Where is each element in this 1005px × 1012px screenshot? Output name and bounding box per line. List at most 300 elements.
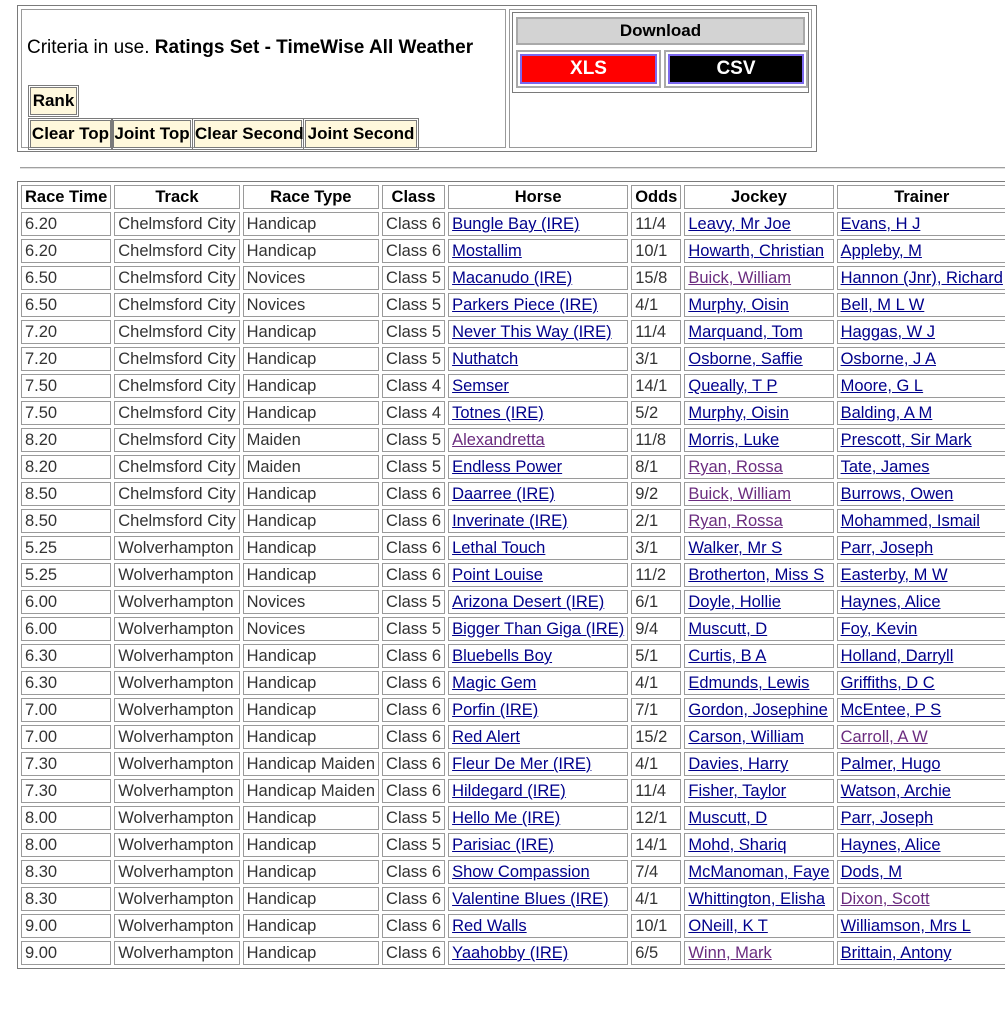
horse-link[interactable]: Yaahobby (IRE) xyxy=(452,944,569,962)
odds-cell: 12/1 xyxy=(631,806,681,830)
jockey-link[interactable]: Walker, Mr S xyxy=(688,539,783,557)
odds-cell: 3/1 xyxy=(631,536,681,560)
table-row xyxy=(21,563,1005,587)
trainer-cell xyxy=(837,401,1005,425)
xls-download-button[interactable]: XLS xyxy=(520,54,657,84)
trainer-link[interactable]: Dods, M xyxy=(840,863,903,881)
odds-cell: 11/8 xyxy=(631,428,681,452)
table-row xyxy=(21,293,1005,317)
race-type-cell: Handicap xyxy=(243,509,379,533)
trainer-link[interactable]: McEntee, P S xyxy=(840,701,942,719)
trainer-cell xyxy=(837,239,1005,263)
horse-link[interactable]: Endless Power xyxy=(452,458,563,476)
jockey-link[interactable]: Ryan, Rossa xyxy=(688,458,783,476)
trainer-link[interactable]: Williamson, Mrs L xyxy=(840,917,971,935)
trainer-link[interactable]: Palmer, Hugo xyxy=(840,755,941,773)
table-row xyxy=(21,401,1005,425)
race-time-cell: 5.25 xyxy=(21,563,111,587)
jockey-cell xyxy=(684,752,833,776)
jockey-cell xyxy=(684,725,833,749)
trainer-link[interactable]: Parr, Joseph xyxy=(840,809,934,827)
trainer-link[interactable]: Easterby, M W xyxy=(840,566,948,584)
race-time-cell: 8.30 xyxy=(21,860,111,884)
odds-cell: 15/2 xyxy=(631,725,681,749)
track-cell: Wolverhampton xyxy=(114,941,239,965)
clear-top-button[interactable]: Clear Top xyxy=(30,120,111,148)
trainer-link[interactable]: Appleby, M xyxy=(840,242,922,260)
horse-cell xyxy=(448,752,628,776)
horse-link[interactable]: Bluebells Boy xyxy=(452,647,553,665)
rank-button[interactable]: Rank xyxy=(30,87,77,115)
horse-link[interactable]: Nuthatch xyxy=(452,350,519,368)
track-cell: Chelmsford City xyxy=(114,239,239,263)
joint-second-button[interactable]: Joint Second xyxy=(305,120,417,148)
horse-cell xyxy=(448,698,628,722)
jockey-link[interactable]: Buick, William xyxy=(688,269,792,287)
trainer-cell xyxy=(837,212,1005,236)
odds-cell: 8/1 xyxy=(631,455,681,479)
odds-cell: 7/1 xyxy=(631,698,681,722)
race-time-cell: 6.50 xyxy=(21,266,111,290)
horse-cell xyxy=(448,725,628,749)
trainer-link[interactable]: Balding, A M xyxy=(840,404,933,422)
race-time-cell: 7.50 xyxy=(21,374,111,398)
class-cell: Class 5 xyxy=(382,320,445,344)
trainer-link[interactable]: Burrows, Owen xyxy=(840,485,954,503)
table-row xyxy=(21,482,1005,506)
trainer-link[interactable]: Mohammed, Ismail xyxy=(840,512,980,530)
odds-cell: 4/1 xyxy=(631,887,681,911)
race-type-cell: Handicap xyxy=(243,401,379,425)
jockey-cell xyxy=(684,428,833,452)
jockey-cell xyxy=(684,833,833,857)
class-cell: Class 6 xyxy=(382,887,445,911)
race-time-cell: 8.20 xyxy=(21,428,111,452)
track-cell: Wolverhampton xyxy=(114,671,239,695)
trainer-link[interactable]: Hannon (Jnr), Richard xyxy=(840,269,1003,287)
trainer-link[interactable]: Watson, Archie xyxy=(840,782,951,800)
table-row xyxy=(21,266,1005,290)
horse-cell xyxy=(448,563,628,587)
header-race-time: Race Time xyxy=(21,185,111,209)
jockey-cell xyxy=(684,887,833,911)
xls-box xyxy=(516,50,661,88)
trainer-cell xyxy=(837,617,1005,641)
class-cell: Class 6 xyxy=(382,725,445,749)
odds-cell: 5/1 xyxy=(631,644,681,668)
odds-cell: 9/4 xyxy=(631,617,681,641)
jockey-cell xyxy=(684,239,833,263)
table-row xyxy=(21,536,1005,560)
horse-cell xyxy=(448,455,628,479)
jockey-cell xyxy=(684,320,833,344)
race-time-cell: 9.00 xyxy=(21,941,111,965)
trainer-link[interactable]: Osborne, J A xyxy=(840,350,936,368)
jockey-link[interactable]: Whittington, Elisha xyxy=(688,890,826,908)
jockey-cell xyxy=(684,482,833,506)
joint-top-button[interactable]: Joint Top xyxy=(113,120,191,148)
horse-cell xyxy=(448,401,628,425)
jockey-link[interactable]: Leavy, Mr Joe xyxy=(688,215,791,233)
trainer-link[interactable]: Haggas, W J xyxy=(840,323,936,341)
criteria-prefix: Criteria in use. xyxy=(27,37,150,58)
jockey-cell xyxy=(684,455,833,479)
jockey-link[interactable]: Curtis, B A xyxy=(688,647,767,665)
table-row xyxy=(21,914,1005,938)
jockey-cell xyxy=(684,617,833,641)
trainer-cell xyxy=(837,941,1005,965)
track-cell: Wolverhampton xyxy=(114,914,239,938)
jockey-link[interactable]: Mohd, Shariq xyxy=(688,836,787,854)
header-horse: Horse xyxy=(448,185,628,209)
trainer-cell xyxy=(837,428,1005,452)
table-row xyxy=(21,779,1005,803)
horse-link[interactable]: Semser xyxy=(452,377,509,395)
clear-second-button[interactable]: Clear Second xyxy=(194,120,302,148)
race-time-cell: 8.30 xyxy=(21,887,111,911)
jockey-link[interactable]: Murphy, Oisin xyxy=(688,296,789,314)
download-panel xyxy=(512,12,809,93)
odds-cell: 6/1 xyxy=(631,590,681,614)
trainer-cell xyxy=(837,374,1005,398)
race-type-cell: Handicap xyxy=(243,833,379,857)
jockey-cell xyxy=(684,347,833,371)
trainer-link[interactable]: Prescott, Sir Mark xyxy=(840,431,972,449)
horse-link[interactable]: Inverinate (IRE) xyxy=(452,512,568,530)
jockey-link[interactable]: Fisher, Taylor xyxy=(688,782,787,800)
class-cell: Class 6 xyxy=(382,671,445,695)
odds-cell: 3/1 xyxy=(631,347,681,371)
table-row xyxy=(21,860,1005,884)
track-cell: Wolverhampton xyxy=(114,563,239,587)
trainer-cell xyxy=(837,644,1005,668)
track-cell: Chelmsford City xyxy=(114,266,239,290)
race-type-cell: Handicap Maiden xyxy=(243,752,379,776)
horse-cell xyxy=(448,212,628,236)
horse-link[interactable]: Mostallim xyxy=(452,242,522,260)
trainer-link[interactable]: Griffiths, D C xyxy=(840,674,935,692)
class-cell: Class 6 xyxy=(382,644,445,668)
horse-link[interactable]: Bigger Than Giga (IRE) xyxy=(452,620,625,638)
horse-link[interactable]: Never This Way (IRE) xyxy=(452,323,612,341)
race-type-cell: Handicap xyxy=(243,698,379,722)
race-type-cell: Handicap xyxy=(243,374,379,398)
race-type-cell: Handicap xyxy=(243,347,379,371)
header-jockey: Jockey xyxy=(684,185,833,209)
horse-cell xyxy=(448,779,628,803)
header-trainer: Trainer xyxy=(837,185,1005,209)
race-type-cell: Novices xyxy=(243,617,379,641)
horse-cell xyxy=(448,590,628,614)
race-time-cell: 8.50 xyxy=(21,482,111,506)
race-type-cell: Handicap xyxy=(243,320,379,344)
download-cell xyxy=(509,9,812,148)
race-type-cell: Novices xyxy=(243,293,379,317)
horse-link[interactable]: Point Louise xyxy=(452,566,543,584)
trainer-cell xyxy=(837,779,1005,803)
trainer-link[interactable]: Holland, Darryll xyxy=(840,647,954,665)
class-cell: Class 5 xyxy=(382,833,445,857)
table-row xyxy=(21,833,1005,857)
track-cell: Chelmsford City xyxy=(114,401,239,425)
table-row xyxy=(21,644,1005,668)
track-cell: Chelmsford City xyxy=(114,509,239,533)
jockey-link[interactable]: Winn, Mark xyxy=(688,944,772,962)
horse-cell xyxy=(448,428,628,452)
race-time-cell: 7.00 xyxy=(21,698,111,722)
race-time-cell: 6.20 xyxy=(21,239,111,263)
jockey-link[interactable]: Morris, Luke xyxy=(688,431,780,449)
table-row xyxy=(21,320,1005,344)
horse-link[interactable]: Show Compassion xyxy=(452,863,590,881)
horse-link[interactable]: Fleur De Mer (IRE) xyxy=(452,755,592,773)
track-cell: Chelmsford City xyxy=(114,428,239,452)
trainer-cell xyxy=(837,536,1005,560)
trainer-cell xyxy=(837,860,1005,884)
horse-link[interactable]: Alexandretta xyxy=(452,431,545,449)
trainer-link[interactable]: Evans, H J xyxy=(840,215,921,233)
race-time-cell: 9.00 xyxy=(21,914,111,938)
horse-cell xyxy=(448,617,628,641)
race-type-cell: Handicap xyxy=(243,806,379,830)
header-row xyxy=(21,185,1005,209)
race-type-cell: Handicap xyxy=(243,860,379,884)
trainer-link[interactable]: Tate, James xyxy=(840,458,930,476)
trainer-link[interactable]: Foy, Kevin xyxy=(840,620,918,638)
jockey-link[interactable]: Marquand, Tom xyxy=(688,323,803,341)
horse-link[interactable]: Red Alert xyxy=(452,728,520,746)
horse-link[interactable]: Lethal Touch xyxy=(452,539,546,557)
horse-link[interactable]: Macanudo (IRE) xyxy=(452,269,573,287)
class-cell: Class 6 xyxy=(382,914,445,938)
horse-cell xyxy=(448,374,628,398)
table-row xyxy=(21,887,1005,911)
race-time-cell: 8.00 xyxy=(21,806,111,830)
jockey-cell xyxy=(684,590,833,614)
jockey-link[interactable]: Queally, T P xyxy=(688,377,778,395)
trainer-link[interactable]: Brittain, Antony xyxy=(840,944,952,962)
trainer-cell xyxy=(837,914,1005,938)
horse-cell xyxy=(448,266,628,290)
jockey-link[interactable]: Carson, William xyxy=(688,728,804,746)
header-race-type: Race Type xyxy=(243,185,379,209)
trainer-link[interactable]: Carroll, A W xyxy=(840,728,928,746)
race-type-cell: Novices xyxy=(243,266,379,290)
class-cell: Class 5 xyxy=(382,266,445,290)
table-row xyxy=(21,617,1005,641)
jockey-cell xyxy=(684,509,833,533)
table-row xyxy=(21,212,1005,236)
horse-link[interactable]: Hello Me (IRE) xyxy=(452,809,561,827)
table-row xyxy=(21,752,1005,776)
jockey-cell xyxy=(684,779,833,803)
jockey-link[interactable]: Davies, Harry xyxy=(688,755,789,773)
track-cell: Chelmsford City xyxy=(114,212,239,236)
jockey-cell xyxy=(684,536,833,560)
trainer-cell xyxy=(837,752,1005,776)
trainer-cell xyxy=(837,887,1005,911)
jockey-cell xyxy=(684,212,833,236)
class-cell: Class 6 xyxy=(382,536,445,560)
odds-cell: 2/1 xyxy=(631,509,681,533)
class-cell: Class 5 xyxy=(382,428,445,452)
horse-link[interactable]: Hildegard (IRE) xyxy=(452,782,566,800)
track-cell: Chelmsford City xyxy=(114,455,239,479)
race-time-cell: 8.20 xyxy=(21,455,111,479)
class-cell: Class 6 xyxy=(382,752,445,776)
header-odds: Odds xyxy=(631,185,681,209)
horse-link[interactable]: Daarree (IRE) xyxy=(452,485,555,503)
horse-cell xyxy=(448,887,628,911)
jockey-link[interactable]: Buick, William xyxy=(688,485,792,503)
horse-cell xyxy=(448,860,628,884)
csv-box xyxy=(664,50,808,88)
class-cell: Class 6 xyxy=(382,509,445,533)
track-cell: Wolverhampton xyxy=(114,833,239,857)
odds-cell: 4/1 xyxy=(631,671,681,695)
horse-link[interactable]: Red Walls xyxy=(452,917,527,935)
class-cell: Class 5 xyxy=(382,590,445,614)
race-time-cell: 6.50 xyxy=(21,293,111,317)
csv-download-button[interactable]: CSV xyxy=(668,54,804,84)
trainer-link[interactable]: Moore, G L xyxy=(840,377,924,395)
class-cell: Class 4 xyxy=(382,374,445,398)
table-row xyxy=(21,698,1005,722)
trainer-cell xyxy=(837,482,1005,506)
odds-cell: 11/4 xyxy=(631,212,681,236)
jockey-link[interactable]: Ryan, Rossa xyxy=(688,512,783,530)
horse-link[interactable]: Totnes (IRE) xyxy=(452,404,544,422)
jockey-cell xyxy=(684,671,833,695)
race-time-cell: 6.20 xyxy=(21,212,111,236)
joint-second-box xyxy=(303,118,419,150)
table-row xyxy=(21,428,1005,452)
race-time-cell: 6.30 xyxy=(21,644,111,668)
track-cell: Chelmsford City xyxy=(114,320,239,344)
class-cell: Class 6 xyxy=(382,698,445,722)
download-title: Download xyxy=(516,17,805,45)
track-cell: Wolverhampton xyxy=(114,617,239,641)
header-track: Track xyxy=(114,185,239,209)
table-row xyxy=(21,806,1005,830)
criteria-text xyxy=(27,37,473,59)
table-row xyxy=(21,725,1005,749)
jockey-link[interactable]: Howarth, Christian xyxy=(688,242,825,260)
horse-link[interactable]: Porfin (IRE) xyxy=(452,701,539,719)
trainer-link[interactable]: Parr, Joseph xyxy=(840,539,934,557)
horse-link[interactable]: Valentine Blues (IRE) xyxy=(452,890,609,908)
jockey-link[interactable]: Brotherton, Miss S xyxy=(688,566,825,584)
horse-cell xyxy=(448,509,628,533)
horse-link[interactable]: Parisiac (IRE) xyxy=(452,836,554,854)
race-time-cell: 8.00 xyxy=(21,833,111,857)
clear-second-box xyxy=(192,118,304,150)
class-cell: Class 6 xyxy=(382,779,445,803)
odds-cell: 11/4 xyxy=(631,779,681,803)
jockey-cell xyxy=(684,374,833,398)
jockey-cell xyxy=(684,644,833,668)
race-type-cell: Handicap xyxy=(243,239,379,263)
class-cell: Class 5 xyxy=(382,347,445,371)
race-time-cell: 7.20 xyxy=(21,347,111,371)
clear-top-box xyxy=(28,118,113,150)
race-type-cell: Handicap xyxy=(243,536,379,560)
race-time-cell: 6.00 xyxy=(21,590,111,614)
odds-cell: 9/2 xyxy=(631,482,681,506)
horse-link[interactable]: Bungle Bay (IRE) xyxy=(452,215,580,233)
odds-cell: 6/5 xyxy=(631,941,681,965)
track-cell: Wolverhampton xyxy=(114,725,239,749)
jockey-link[interactable]: Murphy, Oisin xyxy=(688,404,789,422)
trainer-link[interactable]: Haynes, Alice xyxy=(840,593,941,611)
horse-cell xyxy=(448,644,628,668)
jockey-cell xyxy=(684,563,833,587)
trainer-link[interactable]: Bell, M L W xyxy=(840,296,925,314)
trainer-link[interactable]: Dixon, Scott xyxy=(840,890,930,908)
trainer-link[interactable]: Haynes, Alice xyxy=(840,836,941,854)
jockey-link[interactable]: Osborne, Saffie xyxy=(688,350,803,368)
class-cell: Class 5 xyxy=(382,617,445,641)
table-row xyxy=(21,671,1005,695)
odds-cell: 5/2 xyxy=(631,401,681,425)
class-cell: Class 4 xyxy=(382,401,445,425)
jockey-link[interactable]: ONeill, K T xyxy=(688,917,768,935)
jockey-cell xyxy=(684,914,833,938)
class-cell: Class 5 xyxy=(382,455,445,479)
race-type-cell: Maiden xyxy=(243,428,379,452)
race-type-cell: Handicap xyxy=(243,725,379,749)
horse-cell xyxy=(448,536,628,560)
horse-cell xyxy=(448,482,628,506)
trainer-cell xyxy=(837,725,1005,749)
horse-link[interactable]: Arizona Desert (IRE) xyxy=(452,593,605,611)
horse-link[interactable]: Magic Gem xyxy=(452,674,537,692)
jockey-link[interactable]: Muscutt, D xyxy=(688,620,768,638)
race-type-cell: Handicap xyxy=(243,941,379,965)
track-cell: Chelmsford City xyxy=(114,293,239,317)
jockey-cell xyxy=(684,266,833,290)
race-time-cell: 7.30 xyxy=(21,752,111,776)
track-cell: Wolverhampton xyxy=(114,860,239,884)
class-cell: Class 5 xyxy=(382,806,445,830)
jockey-link[interactable]: McManoman, Faye xyxy=(688,863,830,881)
track-cell: Chelmsford City xyxy=(114,374,239,398)
class-cell: Class 6 xyxy=(382,563,445,587)
odds-cell: 15/8 xyxy=(631,266,681,290)
jockey-link[interactable]: Muscutt, D xyxy=(688,809,768,827)
class-cell: Class 6 xyxy=(382,212,445,236)
jockey-cell xyxy=(684,698,833,722)
trainer-cell xyxy=(837,293,1005,317)
track-cell: Chelmsford City xyxy=(114,347,239,371)
jockey-link[interactable]: Edmunds, Lewis xyxy=(688,674,810,692)
odds-cell: 14/1 xyxy=(631,374,681,398)
horse-cell xyxy=(448,833,628,857)
jockey-link[interactable]: Gordon, Josephine xyxy=(688,701,828,719)
jockey-link[interactable]: Doyle, Hollie xyxy=(688,593,781,611)
odds-cell: 10/1 xyxy=(631,914,681,938)
criteria-cell xyxy=(21,9,506,148)
table-row xyxy=(21,239,1005,263)
race-type-cell: Handicap xyxy=(243,644,379,668)
horse-cell xyxy=(448,941,628,965)
horse-link[interactable]: Parkers Piece (IRE) xyxy=(452,296,598,314)
trainer-cell xyxy=(837,563,1005,587)
ratings-set-name: Ratings Set - TimeWise All Weather xyxy=(154,37,474,58)
trainer-cell xyxy=(837,698,1005,722)
odds-cell: 11/4 xyxy=(631,320,681,344)
horse-cell xyxy=(448,671,628,695)
